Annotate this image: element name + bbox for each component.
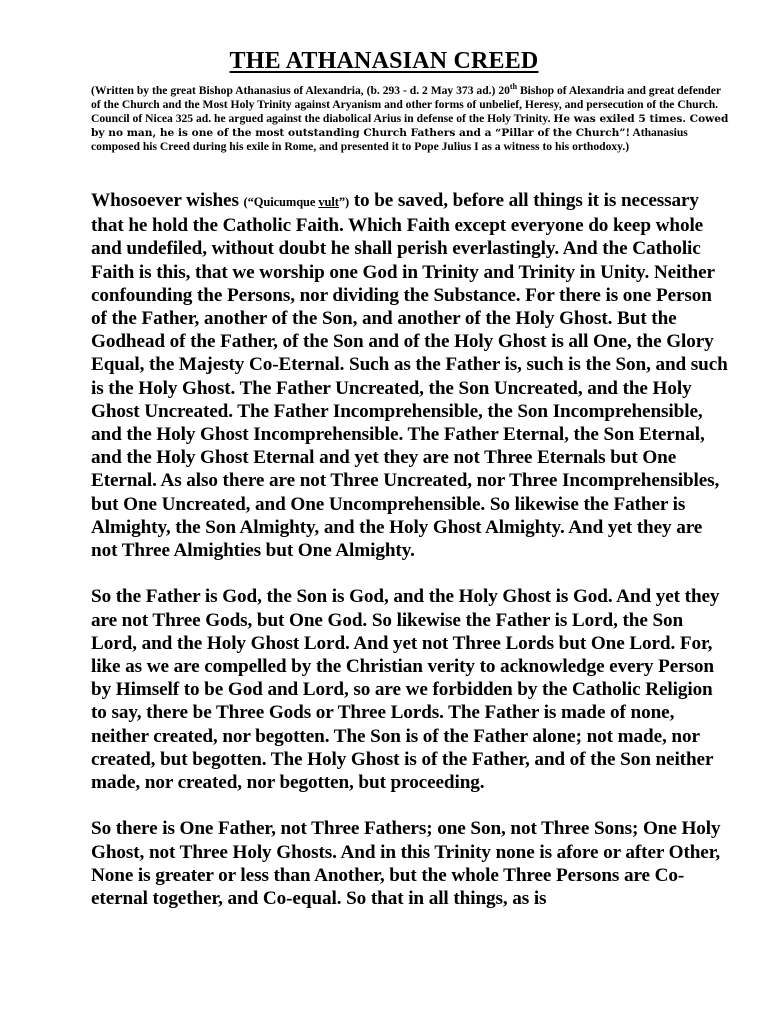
intro-text-part1: (Written by the great Bishop Athanasius of Alexandria, (b. 293 - d. 2 May 373 ad.) 20 bbox=[91, 84, 510, 97]
latin-quote-close: ”) bbox=[338, 195, 350, 209]
creed-paragraph-3: So there is One Father, not Three Fathers; one Son, not Three Sons; One Holy Ghost, not Three Holy Ghosts. And in this Trinity none is afore or after Other, None is greater or less than Another, but the whole Three Persons are Co-eternal together, and Co-equal. So that in all things, as is bbox=[91, 818, 721, 910]
latin-quote-open: (“Quicumque bbox=[243, 195, 319, 209]
intro-text-part3: Athanasius composed his Creed during his exile in Rome, and presented it to Pope Julius I as a witness to his orthodoxy.) bbox=[91, 126, 688, 153]
paragraph-1-rest: to be saved, before all things it is necessary that he hold the Catholic Faith. Which Faith except everyone do keep whole and undefiled, without doubt he shall perish everlastingly. And the Catholic Faith is this, that we worship one God in Trinity and Trinity in Unity. Neither confounding the Persons, nor dividing the Substance. For there is one Person of the Father, another of the Son, and another of the Holy Ghost. But the Godhead of the Father, of the Son and of the Holy Ghost is all One, the Glory Equal, the Majesty Co-Eternal. Such as the Father is, such is the Son, and such is the Holy Ghost. The Father Uncreated, the Son Uncreated, and the Holy Ghost Uncreated. The Father Incomprehensible, the Son Incomprehensible, and the Holy Ghost Incomprehensible. The Father Eternal, the Son Eternal, and the Holy Ghost Eternal and yet they are not Three Eternals but One Eternal. As also there are not Three Uncreated, nor Three Incomprehensibles, but One Uncreated, and One Uncomprehensible. So likewise the Father is Almighty, the Son Almighty, and the Holy Ghost Almighty. And yet they are not Three Almighties but One Almighty. bbox=[91, 190, 728, 562]
intro-superscript: th bbox=[509, 82, 518, 92]
creed-body bbox=[91, 189, 731, 933]
intro-text-part2: Bishop of Alexandria and great defender of the Church and the Most Holy Trinity against Aryanism and other forms of unbelief, Heresy, and persecution of the Church. Council of Nicea 325 ad. he argued against the diabolical Arius in defense of the Holy Trinity. bbox=[91, 84, 721, 125]
latin-quote bbox=[244, 195, 350, 209]
paragraph-1-lead: Whosoever wishes bbox=[91, 190, 244, 211]
latin-quote-word: vult bbox=[318, 195, 339, 209]
creed-paragraph-2: So the Father is God, the Son is God, and the Holy Ghost is God. And yet they are not Three Gods, but One God. So likewise the Father is Lord, the Son Lord, and the Holy Ghost Lord. And yet not Three Lords but One Lord. For, like as we are compelled by the Christian verity to acknowledge every Person by Himself to be God and Lord, so are we forbidden by the Catholic Religion to say, there be Three Gods or Three Lords. The Father is made of none, neither created, nor begotten. The Son is of the Father alone; not made, nor created, but begotten. The Holy Ghost is of the Father, and of the Son neither made, nor created, nor begotten, but proceeding. bbox=[91, 586, 720, 794]
intro-emphasis: He was exiled 5 times. Cowed by no man, he is one of the most outstanding Church Fathers and a “Pillar of the Church”! bbox=[91, 113, 729, 139]
creed-paragraph-1 bbox=[91, 189, 731, 562]
intro-note bbox=[91, 84, 731, 154]
document-title: THE ATHANASIAN CREED bbox=[229, 48, 539, 74]
